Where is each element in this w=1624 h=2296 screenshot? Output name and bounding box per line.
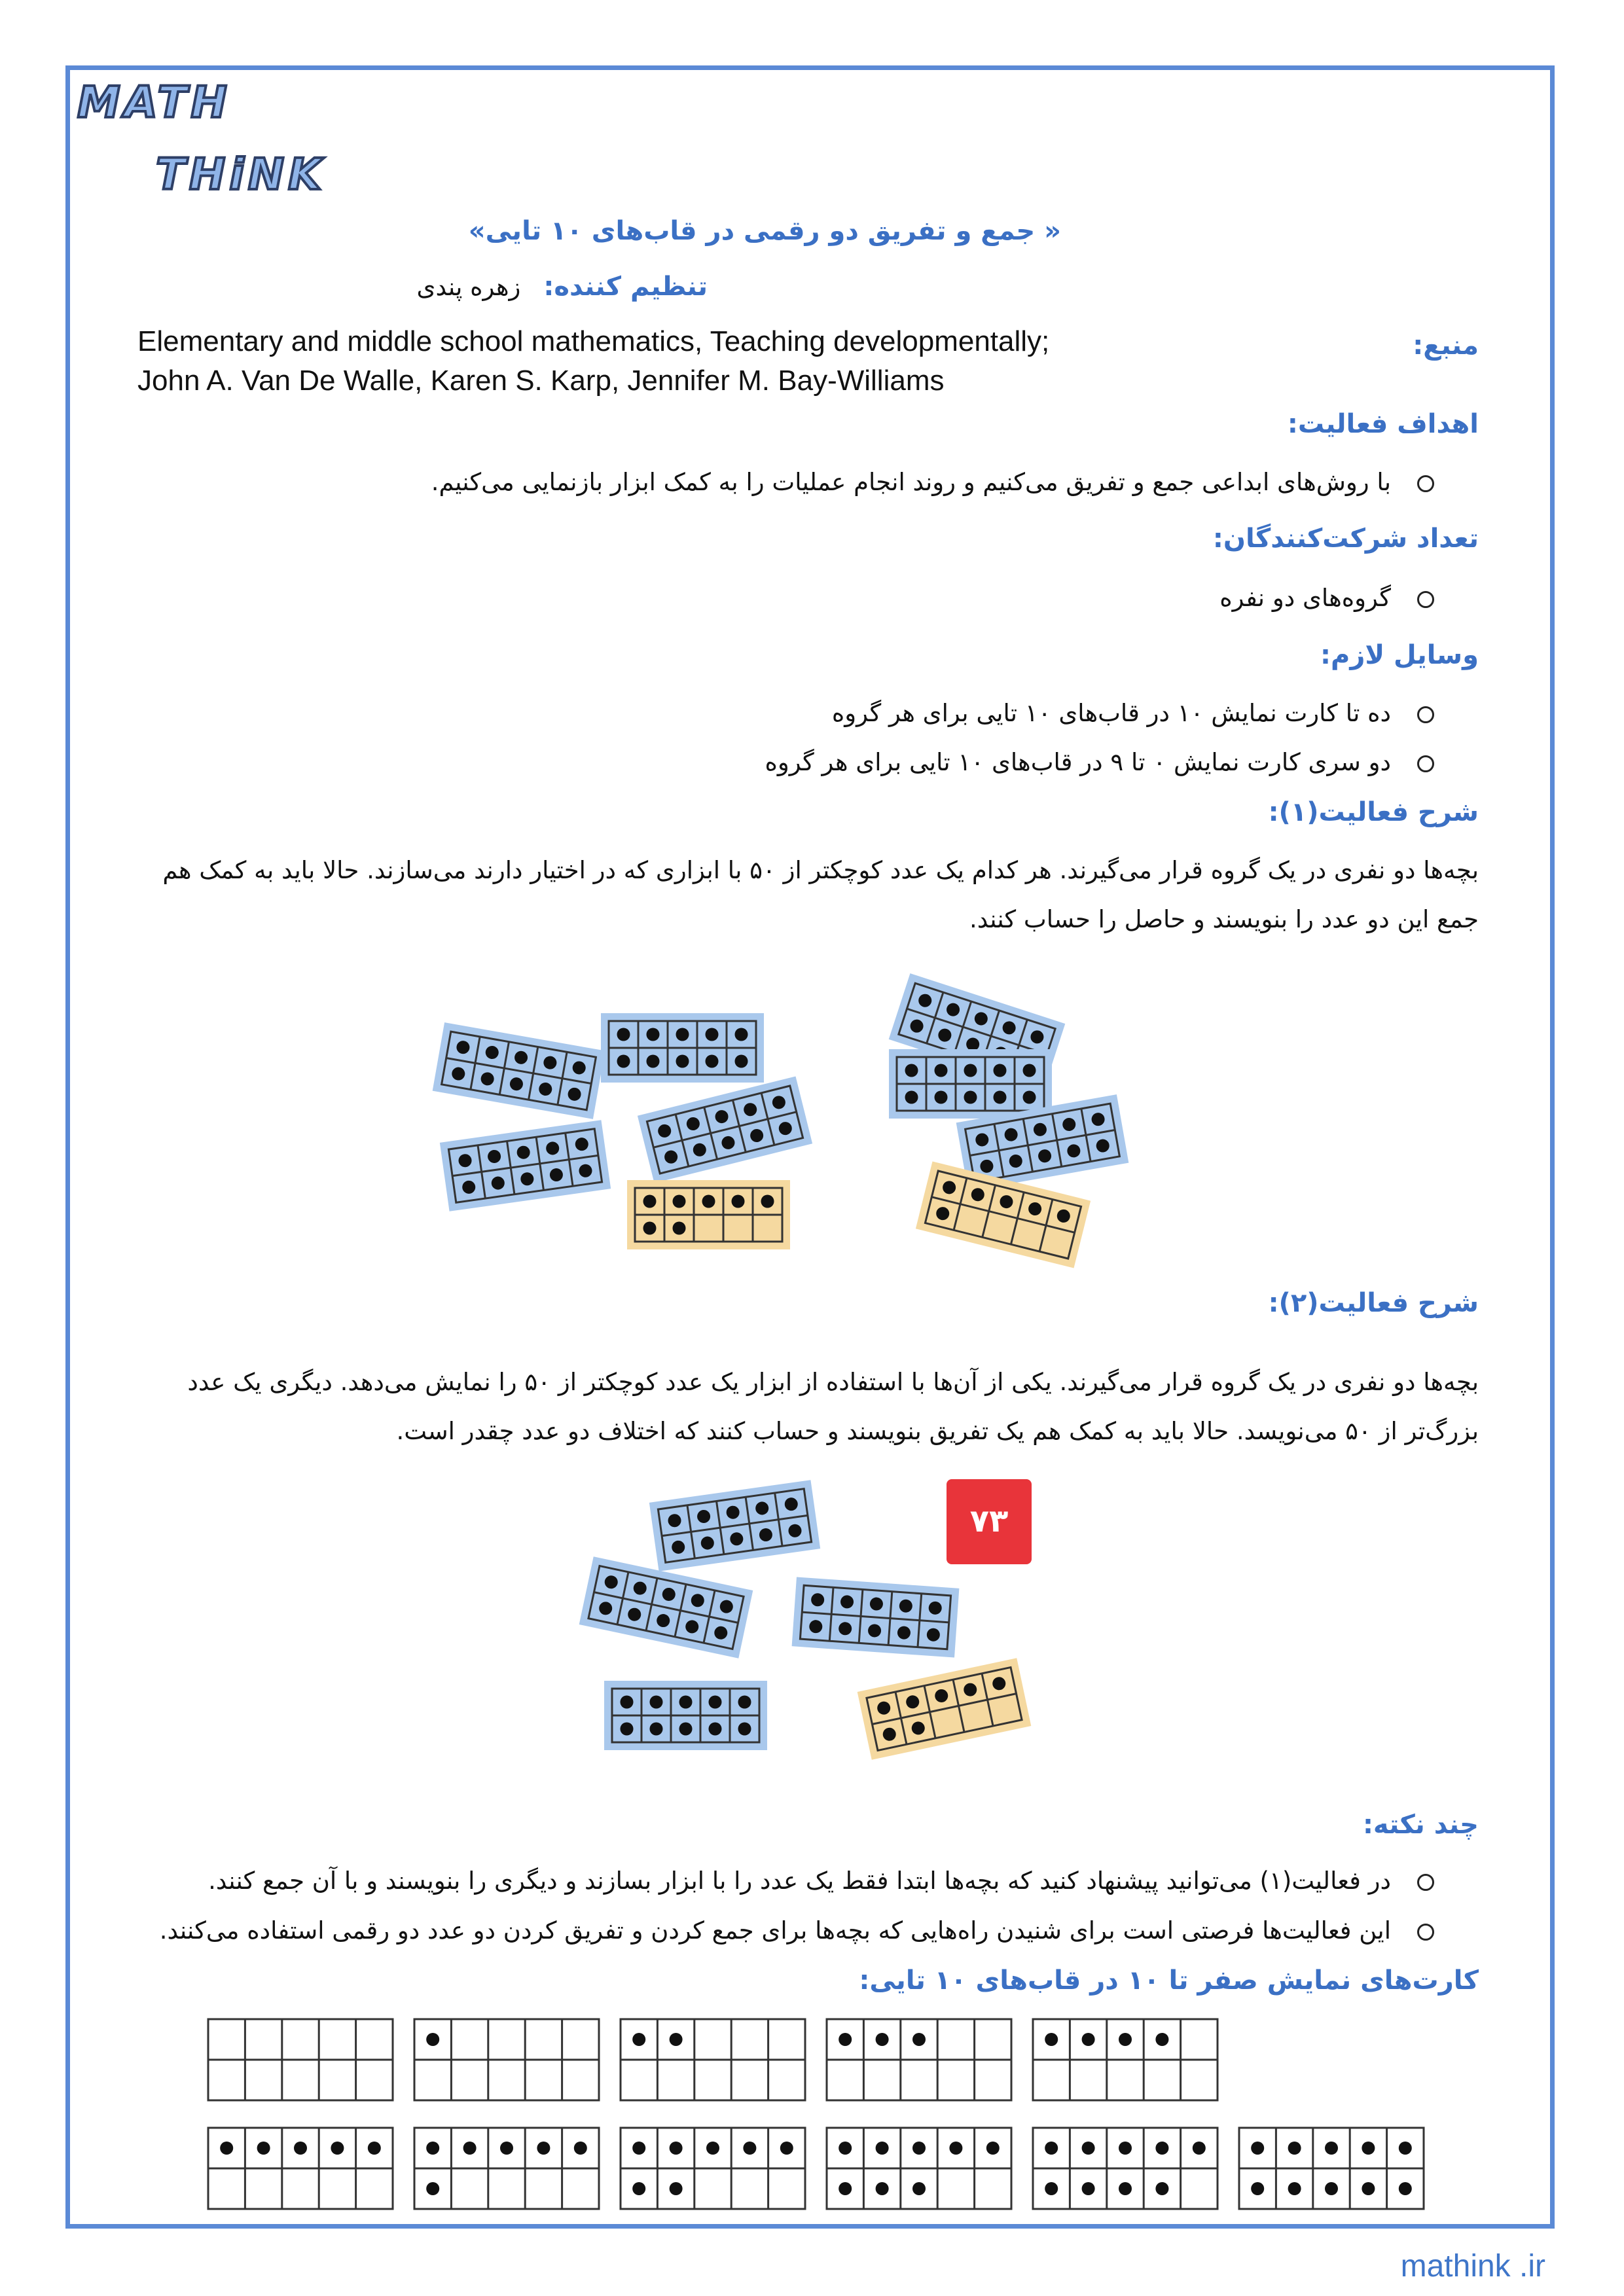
participants-item-text: گروه‌های دو نفره bbox=[1219, 584, 1391, 612]
ten-frame-card-6 bbox=[414, 2128, 599, 2209]
frame-dot bbox=[1023, 1091, 1036, 1104]
footer-link[interactable]: mathink .ir bbox=[1400, 2249, 1545, 2284]
illus2-card-0 bbox=[649, 1480, 820, 1571]
frame-dot bbox=[426, 2142, 439, 2155]
frame-dot bbox=[1251, 2182, 1264, 2195]
bullet-circle-icon bbox=[1417, 591, 1434, 608]
frame-dot bbox=[964, 1064, 977, 1077]
frame-dot bbox=[706, 1055, 719, 1068]
logo-math: MATH bbox=[77, 77, 231, 128]
ten-frame-card-2 bbox=[621, 2019, 805, 2100]
frame-dot bbox=[1082, 2142, 1095, 2155]
source-text bbox=[137, 322, 1049, 401]
frame-dot bbox=[426, 2182, 439, 2195]
illus2-card-1 bbox=[579, 1556, 753, 1658]
source-line-1: Elementary and middle school mathematics, Teaching developmentally; bbox=[137, 325, 1050, 357]
notes-item-1 bbox=[208, 1867, 1434, 1895]
frame-dot bbox=[537, 2142, 550, 2155]
frame-dot bbox=[294, 2142, 307, 2155]
frame-dot bbox=[1155, 2142, 1168, 2155]
author-line bbox=[417, 272, 708, 302]
cards-heading: کارت‌های نمایش صفر تا ۱۰ در قاب‌های ۱۰ تایی: bbox=[859, 1965, 1479, 1996]
frame-dot bbox=[839, 2033, 852, 2046]
frame-dot bbox=[1288, 2142, 1301, 2155]
frame-dot bbox=[709, 1723, 722, 1736]
frame-dot bbox=[673, 1195, 686, 1208]
activity2-heading: شرح فعالیت(۲): bbox=[1268, 1288, 1479, 1318]
ten-frame-card-3 bbox=[827, 2019, 1011, 2100]
source-line-2: John A. Van De Walle, Karen S. Karp, Jennifer M. Bay-Williams bbox=[137, 365, 945, 397]
frame-dot bbox=[650, 1696, 663, 1709]
frame-dot bbox=[905, 1064, 918, 1077]
frame-dot bbox=[670, 2182, 683, 2195]
frame-dot bbox=[994, 1091, 1007, 1104]
frame-dot bbox=[650, 1723, 663, 1736]
frame-dot bbox=[1193, 2142, 1206, 2155]
illus1-card-6 bbox=[889, 1049, 1052, 1119]
illus1-card-1 bbox=[601, 1013, 764, 1083]
frame-dot bbox=[617, 1028, 630, 1041]
frame-dot bbox=[732, 1195, 745, 1208]
ten-frame-card-1 bbox=[414, 2019, 599, 2100]
frame-dot bbox=[876, 2142, 889, 2155]
frame-dot bbox=[738, 1696, 751, 1709]
frame-dot bbox=[735, 1028, 748, 1041]
bullet-circle-icon bbox=[1417, 1874, 1434, 1891]
illus1-card-0 bbox=[433, 1022, 605, 1119]
frame-dot bbox=[617, 1055, 630, 1068]
frame-dot bbox=[500, 2142, 513, 2155]
frame-dot bbox=[1045, 2033, 1058, 2046]
frame-dot bbox=[670, 2142, 683, 2155]
frame-dot bbox=[1119, 2142, 1132, 2155]
frame-dot bbox=[738, 1723, 751, 1736]
notes-item-text: این فعالیت‌ها فرصتی است برای شنیدن راه‌هایی که بچه‌ها برای جمع کردن و تفریق کردن دو عدد دو رقمی استفاده می‌کنند. bbox=[159, 1916, 1391, 1945]
illus2-card-3 bbox=[604, 1681, 767, 1750]
frame-dot bbox=[632, 2033, 645, 2046]
frame-dot bbox=[463, 2142, 477, 2155]
ten-frame-card-8 bbox=[827, 2128, 1011, 2209]
ten-frame-card-4 bbox=[1033, 2019, 1218, 2100]
frame-dot bbox=[964, 1091, 977, 1104]
materials-item-text: ده تا کارت نمایش ۱۰ در قاب‌های ۱۰ تایی برای هر گروه bbox=[831, 699, 1391, 727]
frame-dot bbox=[621, 1696, 634, 1709]
frame-dot bbox=[1119, 2033, 1132, 2046]
frame-dot bbox=[709, 1696, 722, 1709]
goals-item-text: با روش‌های ابداعی جمع و تفریق می‌کنیم و روند انجام عملیات را به کمک ابزار بازنمایی می‌کنیم. bbox=[431, 468, 1391, 496]
frame-dot bbox=[1325, 2182, 1338, 2195]
frame-dot bbox=[1362, 2182, 1375, 2195]
logo-think: THiNK bbox=[156, 149, 326, 200]
frame-dot bbox=[673, 1222, 686, 1235]
materials-item-2 bbox=[765, 748, 1434, 776]
author-label: تنظیم کننده: bbox=[543, 272, 708, 302]
illus2-card-4 bbox=[857, 1658, 1032, 1759]
activity1-line-2: جمع این دو عدد را بنویسند و حاصل را حساب کنند. bbox=[969, 905, 1479, 933]
frame-dot bbox=[761, 1195, 774, 1208]
frame-dot bbox=[743, 2142, 756, 2155]
source-label: منبع: bbox=[1413, 331, 1479, 361]
frame-dot bbox=[331, 2142, 344, 2155]
illus2-card-2 bbox=[792, 1577, 960, 1657]
number-card-label: ۷۳ bbox=[969, 1503, 1009, 1539]
participants-item bbox=[1219, 584, 1434, 612]
frame-dot bbox=[1399, 2142, 1412, 2155]
participants-heading: تعداد شرکت‌کنندگان: bbox=[1212, 524, 1479, 554]
illus1-card-2 bbox=[638, 1076, 812, 1183]
activity2-line-1: بچه‌ها دو نفری در یک گروه قرار می‌گیرند. یکی از آن‌ها با استفاده از ابزار یک عدد کوچکتر از ۵۰ را نمایش می‌دهد. دیگری یک عدد bbox=[187, 1368, 1479, 1396]
frame-dot bbox=[574, 2142, 587, 2155]
goals-item bbox=[431, 468, 1434, 496]
frame-dot bbox=[676, 1028, 689, 1041]
bullet-circle-icon bbox=[1417, 755, 1434, 772]
frame-dot bbox=[702, 1195, 715, 1208]
frame-dot bbox=[706, 1028, 719, 1041]
activity1-line-1: بچه‌ها دو نفری در یک گروه قرار می‌گیرند. هر کدام یک عدد کوچکتر از ۵۰ با ابزاری که در اختیار دارند می‌سازند. حالا باید به کمک هم bbox=[162, 856, 1479, 884]
frame-dot bbox=[1325, 2142, 1338, 2155]
notes-item-text: در فعالیت(۱) می‌توانید پیشنهاد کنید که بچه‌ها ابتدا فقط یک عدد را با ابزار بسازند و دیگری را بنویسند و با آن جمع کنند. bbox=[208, 1867, 1391, 1895]
materials-heading: وسایل لازم: bbox=[1320, 640, 1479, 670]
frame-dot bbox=[1155, 2182, 1168, 2195]
page-title: « جمع و تفریق دو رقمی در قاب‌های ۱۰ تایی» bbox=[468, 216, 1061, 246]
notes-heading: چند نکته: bbox=[1362, 1810, 1479, 1840]
frame-dot bbox=[876, 2033, 889, 2046]
frame-dot bbox=[632, 2182, 645, 2195]
frame-dot bbox=[986, 2142, 1000, 2155]
frame-dot bbox=[676, 1055, 689, 1068]
goals-heading: اهداف فعالیت: bbox=[1287, 409, 1479, 439]
frame-dot bbox=[257, 2142, 270, 2155]
frame-dot bbox=[1119, 2182, 1132, 2195]
frame-dot bbox=[679, 1696, 693, 1709]
frame-dot bbox=[780, 2142, 793, 2155]
illus1-card-3 bbox=[440, 1120, 611, 1211]
materials-item-1 bbox=[832, 699, 1434, 727]
frame-dot bbox=[1023, 1064, 1036, 1077]
illustration-1 bbox=[419, 942, 1204, 1270]
frame-dot bbox=[1288, 2182, 1301, 2195]
ten-frame-card-10 bbox=[1239, 2128, 1424, 2209]
frame-dot bbox=[905, 1091, 918, 1104]
ten-frame-card-9 bbox=[1033, 2128, 1218, 2209]
frame-dot bbox=[706, 2142, 719, 2155]
frame-dot bbox=[1362, 2142, 1375, 2155]
ten-frame-card-7 bbox=[621, 2128, 805, 2209]
frame-dot bbox=[912, 2142, 926, 2155]
frame-dot bbox=[621, 1723, 634, 1736]
frame-dot bbox=[368, 2142, 381, 2155]
frame-dot bbox=[1045, 2142, 1058, 2155]
frame-dot bbox=[1155, 2033, 1168, 2046]
frame-dot bbox=[949, 2142, 962, 2155]
frame-dot bbox=[935, 1091, 948, 1104]
frame-dot bbox=[1251, 2142, 1264, 2155]
frame-dot bbox=[1082, 2033, 1095, 2046]
activity2-line-2: بزرگ‌تر از ۵۰ می‌نویسد. حالا باید به کمک هم یک تفریق بنویسند و حساب کنند که اختلاف دو عدد چقدر است. bbox=[396, 1417, 1479, 1445]
frame-dot bbox=[679, 1723, 693, 1736]
frame-dot bbox=[220, 2142, 233, 2155]
notes-item-2 bbox=[160, 1916, 1434, 1945]
frame-dot bbox=[647, 1055, 660, 1068]
frame-dot bbox=[1399, 2182, 1412, 2195]
bullet-circle-icon bbox=[1417, 475, 1434, 492]
frame-dot bbox=[839, 2182, 852, 2195]
illustration-2 bbox=[576, 1469, 1100, 1777]
frame-dot bbox=[670, 2033, 683, 2046]
frame-dot bbox=[912, 2182, 926, 2195]
frame-dot bbox=[632, 2142, 645, 2155]
frame-dot bbox=[735, 1055, 748, 1068]
frame-dot bbox=[647, 1028, 660, 1041]
activity1-heading: شرح فعالیت(۱): bbox=[1268, 797, 1479, 827]
illus1-card-4 bbox=[627, 1180, 790, 1249]
materials-item-text: دو سری کارت نمایش ۰ تا ۹ در قاب‌های ۱۰ تایی برای هر گروه bbox=[765, 748, 1391, 776]
frame-dot bbox=[994, 1064, 1007, 1077]
ten-frame-card-5 bbox=[208, 2128, 393, 2209]
ten-frame-cards bbox=[196, 2013, 1440, 2222]
frame-dot bbox=[1082, 2182, 1095, 2195]
frame-dot bbox=[839, 2142, 852, 2155]
frame-dot bbox=[935, 1064, 948, 1077]
frame-dot bbox=[912, 2033, 926, 2046]
author-name: زهره پندی bbox=[416, 273, 521, 301]
frame-dot bbox=[876, 2182, 889, 2195]
frame-dot bbox=[1045, 2182, 1058, 2195]
frame-dot bbox=[643, 1195, 657, 1208]
ten-frame-card-0 bbox=[208, 2019, 393, 2100]
bullet-circle-icon bbox=[1417, 1924, 1434, 1941]
frame-dot bbox=[643, 1222, 657, 1235]
frame-dot bbox=[426, 2033, 439, 2046]
bullet-circle-icon bbox=[1417, 706, 1434, 723]
